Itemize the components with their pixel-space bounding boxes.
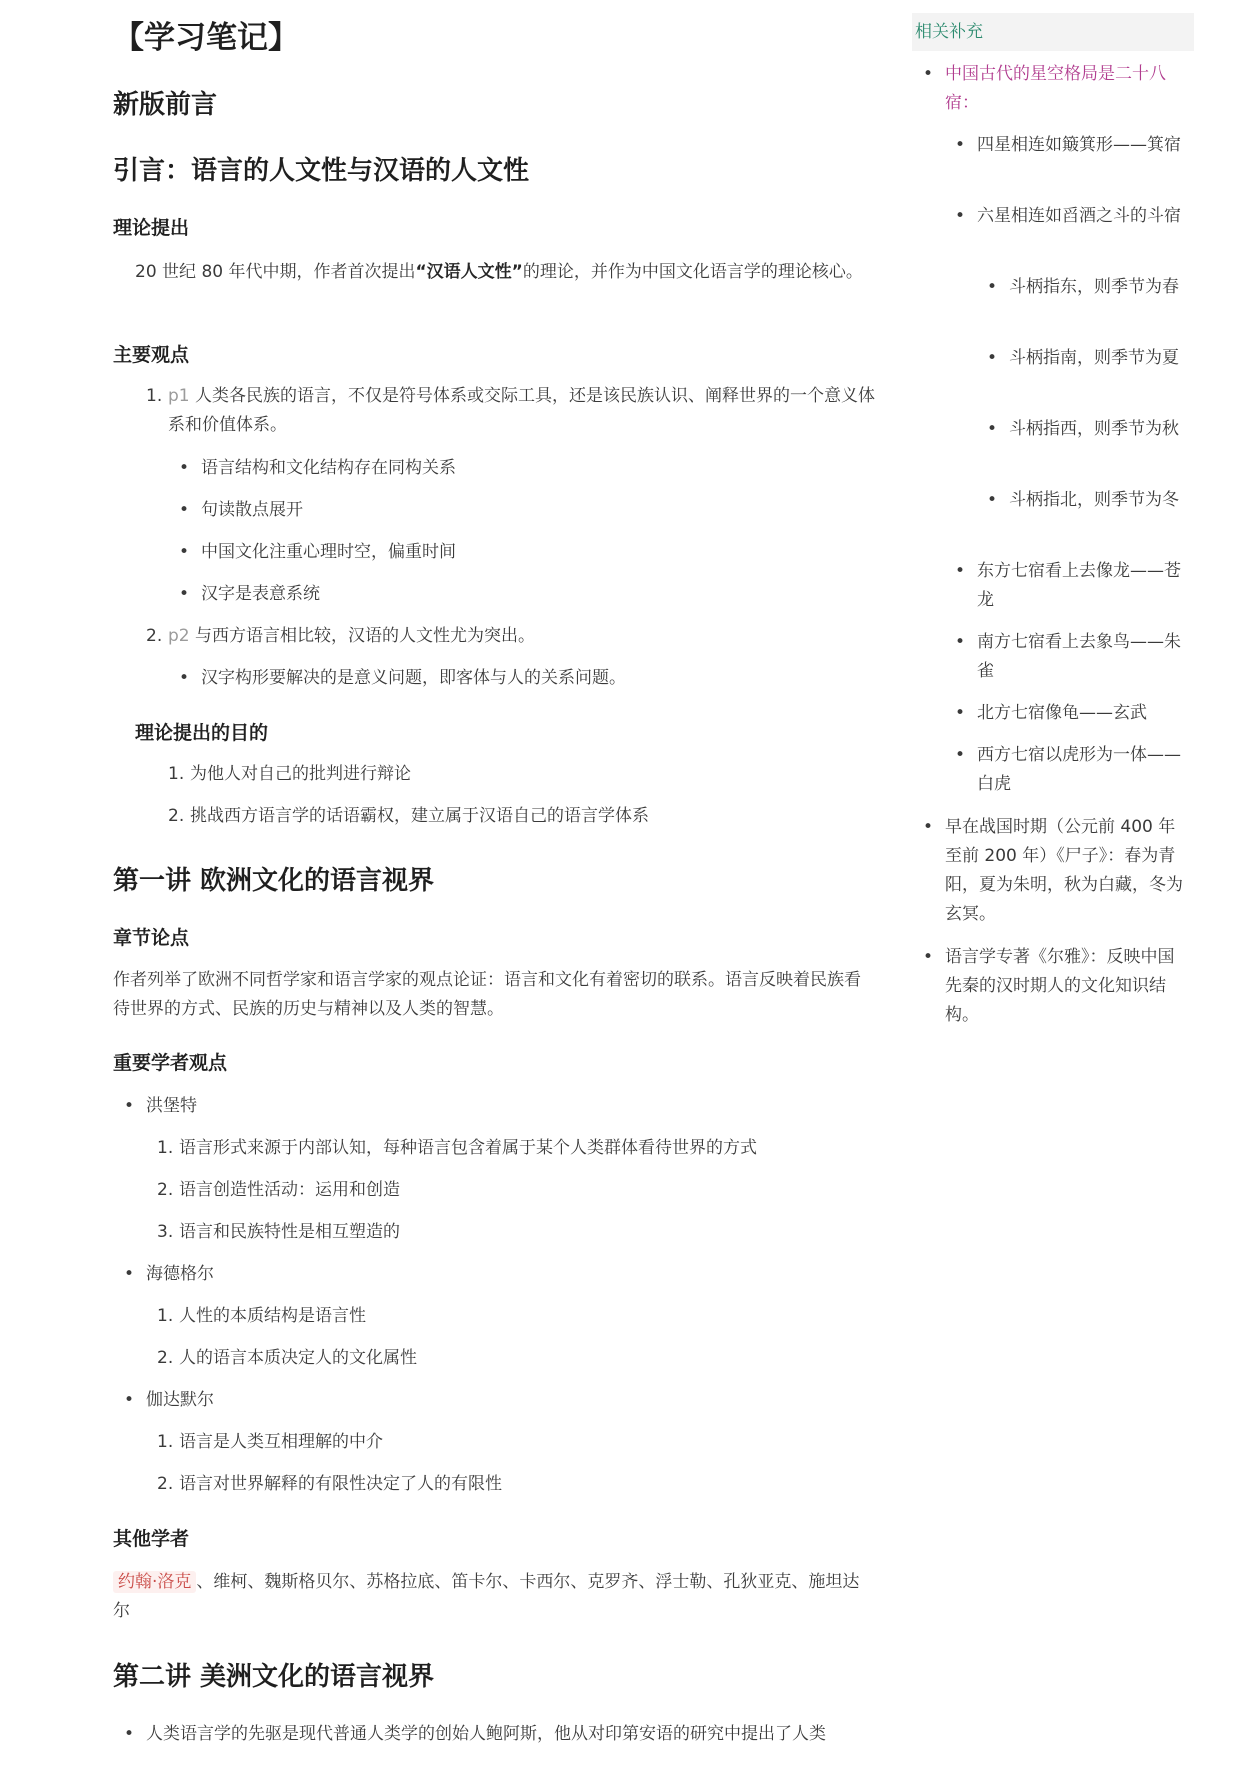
others-list: 、维柯、魏斯格贝尔、苏格拉底、笛卡尔、卡西尔、克罗齐、浮士勒、孔狄亚克、施坦达尔 <box>113 1572 860 1621</box>
list-text: 语言是人类互相理解的中介 <box>179 1432 383 1452</box>
point-tag: p2 <box>168 626 190 646</box>
page-title: 【学习笔记】 <box>113 20 299 56</box>
list-text: 挑战西方语言学的话语霸权，建立属于汉语自己的语言学体系 <box>190 806 649 826</box>
list-number: 2. <box>157 1348 174 1368</box>
sidebar-item: • 早在战国时期（公元前 400 年至前 200 年）《尸子》：春为青阳，夏为朱明，秋为白藏，冬为玄冥。 <box>945 813 1183 929</box>
others-heading: 其他学者 <box>113 1528 190 1550</box>
list-number: 1. <box>157 1432 174 1452</box>
list-number: 3. <box>157 1222 174 1242</box>
sidebar-subsubitem: • 斗柄指东，则季节为春 <box>1009 273 1184 302</box>
list-item <box>168 802 649 831</box>
list-number: 2. <box>157 1180 174 1200</box>
list-number: 2. <box>157 1474 174 1494</box>
chapter-heading: 章节论点 <box>113 927 190 949</box>
list-item <box>157 1176 400 1205</box>
sidebar-subitem: • 六星相连如舀酒之斗的斗宿 <box>977 202 1182 231</box>
list-text: 语言创造性活动：运用和创造 <box>179 1180 400 1200</box>
list-item: • 汉字是表意系统 <box>201 580 320 609</box>
theory-text: 20 世纪 80 年代中期，作者首次提出 <box>135 262 416 282</box>
sidebar-subitem: • 西方七宿以虎形为一体——白虎 <box>977 741 1182 799</box>
list-item <box>157 1134 757 1163</box>
intro-heading: 引言：语言的人文性与汉语的人文性 <box>113 156 530 186</box>
purpose-heading: 理论提出的目的 <box>135 722 269 744</box>
list-item: • 句读散点展开 <box>201 496 303 525</box>
point-text: 与西方语言相比较，汉语的人文性尤为突出。 <box>195 626 536 646</box>
others-paragraph <box>113 1568 873 1626</box>
sidebar-subsubitem: • 斗柄指北，则季节为冬 <box>1009 486 1184 515</box>
list-item <box>168 760 411 789</box>
list-text: 语言对世界解释的有限性决定了人的有限性 <box>179 1474 502 1494</box>
theory-paragraph <box>135 258 875 287</box>
main-points-heading: 主要观点 <box>113 344 190 366</box>
list-text: 语言和民族特性是相互塑造的 <box>179 1222 400 1242</box>
list-text: 人的语言本质决定人的文化属性 <box>179 1348 417 1368</box>
list-number: 1. <box>157 1306 174 1326</box>
list-item <box>157 1218 400 1247</box>
lecture1-heading: 第一讲 欧洲文化的语言视界 <box>113 866 435 896</box>
chapter-paragraph: 作者列举了欧洲不同哲学家和语言学家的观点论证：语言和文化有着密切的联系。语言反映着民族看待世界的方式、民族的历史与精神以及人类的智慧。 <box>113 970 861 1019</box>
list-text: 为他人对自己的批判进行辩论 <box>190 764 411 784</box>
sidebar-title: 相关补充 <box>912 13 1194 51</box>
list-number: 2. <box>146 626 163 646</box>
list-item <box>157 1428 383 1457</box>
list-text: 语言形式来源于内部认知，每种语言包含着属于某个人类群体看待世界的方式 <box>179 1138 757 1158</box>
list-number: 1. <box>157 1138 174 1158</box>
sidebar-item: • 语言学专著《尔雅》：反映中国先秦的汉时期人的文化知识结构。 <box>945 943 1183 1030</box>
list-item <box>157 1344 417 1373</box>
list-item: • 人类语言学的先驱是现代普通人类学的创始人鲍阿斯，他从对印第安语的研究中提出了人类 <box>146 1720 826 1749</box>
list-text: 人性的本质结构是语言性 <box>179 1306 366 1326</box>
list-item <box>146 382 876 440</box>
scholars-heading: 重要学者观点 <box>113 1052 228 1074</box>
theory-heading: 理论提出 <box>113 217 190 239</box>
list-item: • 中国文化注重心理时空，偏重时间 <box>201 538 456 567</box>
list-item: • 汉字构形要解决的是意义问题，即客体与人的关系问题。 <box>201 664 626 693</box>
scholar-name: • 海德格尔 <box>146 1260 214 1289</box>
list-number: 1. <box>146 386 163 406</box>
sidebar-subsubitem: • 斗柄指南，则季节为夏 <box>1009 344 1184 373</box>
scholar-name: • 伽达默尔 <box>146 1386 214 1415</box>
sidebar-item: • 中国古代的星空格局是二十八宿： <box>945 60 1181 118</box>
point-text: 人类各民族的语言，不仅是符号体系或交际工具，还是该民族认识、阐释世界的一个意义体系和价值体系。 <box>168 386 876 435</box>
list-item <box>157 1470 502 1499</box>
list-item <box>146 622 536 651</box>
sidebar-subsubitem: • 斗柄指西，则季节为秋 <box>1009 415 1184 444</box>
preface-heading: 新版前言 <box>113 90 218 120</box>
list-item: • 语言结构和文化结构存在同构关系 <box>201 454 456 483</box>
list-number: 2. <box>168 806 185 826</box>
point-tag: p1 <box>168 386 190 406</box>
highlight-name: 约翰·洛克 <box>113 1571 196 1593</box>
theory-text-tail: 的理论，并作为中国文化语言学的理论核心。 <box>522 262 863 282</box>
sidebar-subitem: • 东方七宿看上去像龙——苍龙 <box>977 557 1182 615</box>
sidebar-subitem: • 四星相连如簸箕形——箕宿 <box>977 131 1182 160</box>
scholar-name: • 洪堡特 <box>146 1092 197 1121</box>
sidebar-subitem: • 南方七宿看上去象鸟——朱雀 <box>977 628 1182 686</box>
lecture2-heading: 第二讲 美洲文化的语言视界 <box>113 1662 435 1692</box>
theory-bold-term: “汉语人文性” <box>415 262 523 282</box>
list-item <box>157 1302 366 1331</box>
list-number: 1. <box>168 764 185 784</box>
sidebar-subitem: • 北方七宿像龟——玄武 <box>977 699 1182 728</box>
